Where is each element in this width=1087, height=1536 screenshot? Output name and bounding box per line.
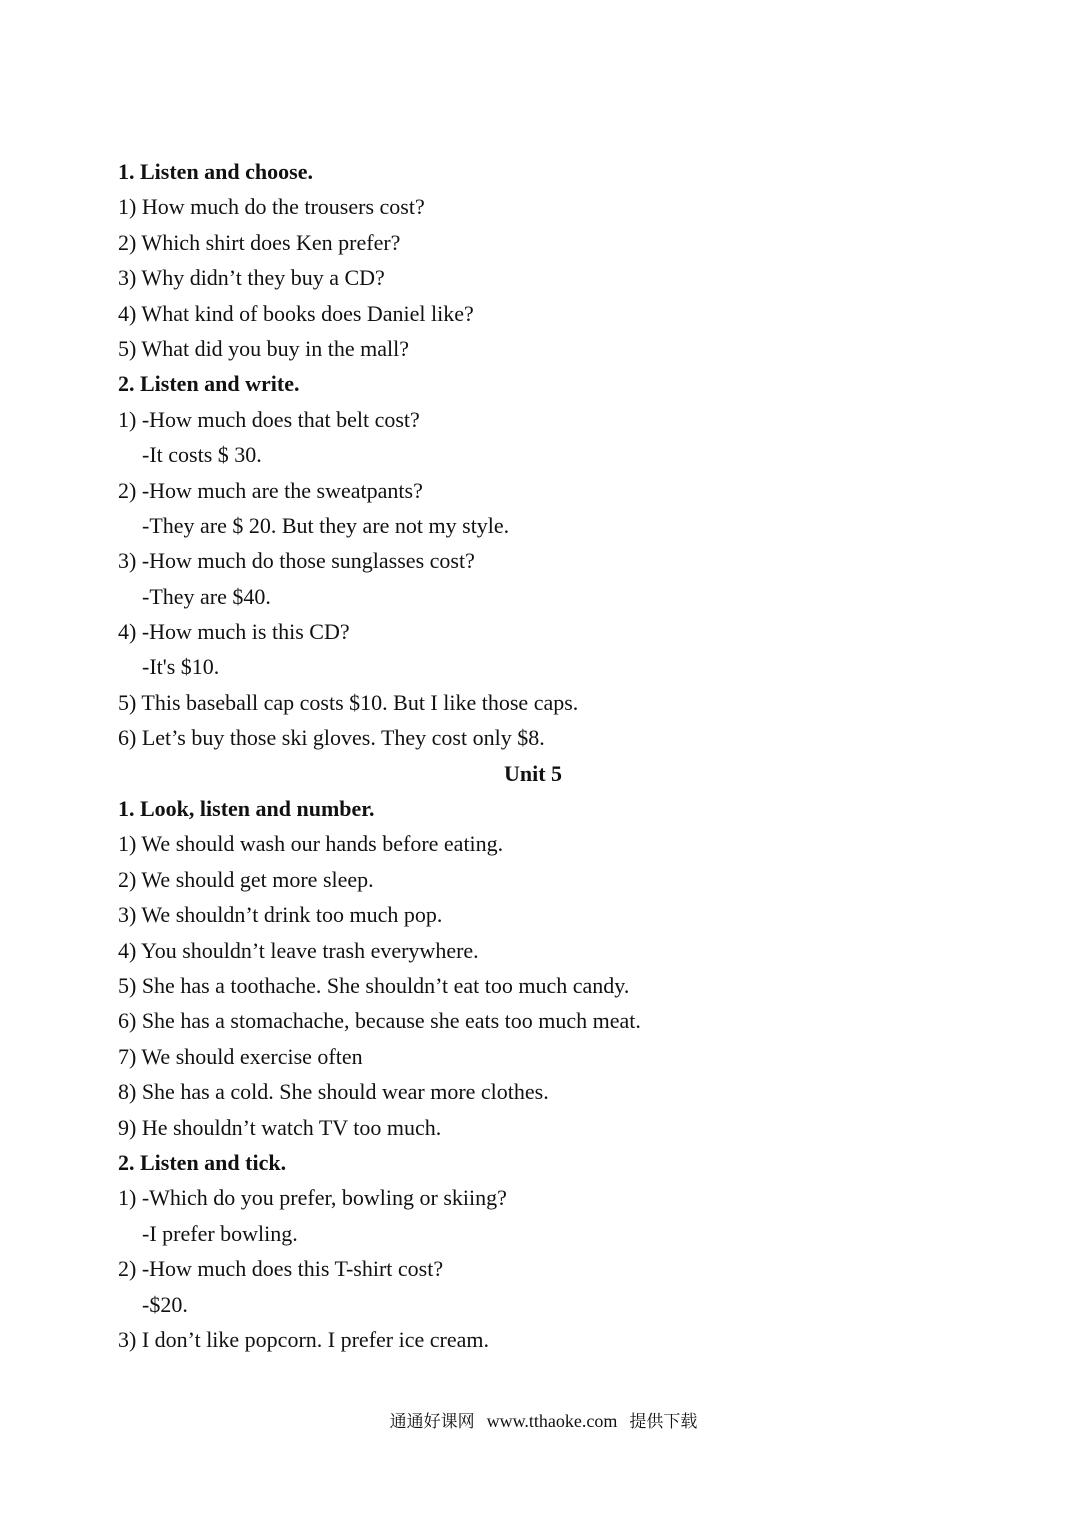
answer-line: -$20. [142,1291,188,1317]
answer-line: -It costs $ 30. [142,442,262,468]
section-heading: 1. Look, listen and number. [118,796,375,822]
answer-line: -They are $ 20. But they are not my style. [142,512,510,538]
section-heading: 2. Listen and tick. [118,1149,287,1175]
question-item: 1) We should wash our hands before eating. [118,831,504,857]
question-item: 5) This baseball cap costs $10. But I like those caps. [118,689,579,715]
section-heading: 1. Listen and choose. [118,159,313,184]
answer-line: -They are $40. [142,583,271,609]
question-item: 3) -How much do those sunglasses cost? [118,548,475,574]
question-item: 1) -Which do you prefer, bowling or skiing? [118,1185,507,1211]
question-item: 8) She has a cold. She should wear more clothes. [118,1079,549,1105]
question-item: 1) -How much does that belt cost? [118,406,420,432]
question-item: 9) He shouldn’t watch TV too much. [118,1114,442,1140]
question-item: 6) Let’s buy those ski gloves. They cost only $8. [118,725,545,751]
question-item: 4) You shouldn’t leave trash everywhere. [118,937,479,963]
question-item: 2) We should get more sleep. [118,866,374,892]
question-item: 4) What kind of books does Daniel like? [118,300,474,326]
question-item: 3) We shouldn’t drink too much pop. [118,902,443,928]
unit-title: Unit 5 [503,760,563,786]
section-heading: 2. Listen and write. [118,371,300,397]
question-item: 5) She has a toothache. She shouldn’t eat too much candy. [118,972,630,998]
question-item: 5) What did you buy in the mall? [118,335,410,361]
page-footer [0,1407,1087,1432]
question-item: 3) I don’t like popcorn. I prefer ice cream. [118,1326,489,1352]
answer-line: -I prefer bowling. [142,1220,298,1246]
question-item: 1) How much do the trousers cost? [118,194,425,220]
question-item: 3) Why didn’t they buy a CD? [118,265,385,291]
answer-line: -It's $10. [142,654,220,680]
footer-url: www.tthaoke.com [486,1411,618,1431]
question-item: 2) Which shirt does Ken prefer? [118,229,401,255]
footer-site-name: 通通好课网 [389,1412,475,1432]
footer-note: 提供下载 [629,1412,698,1432]
question-item: 4) -How much is this CD? [118,619,350,645]
document-body [118,154,978,1357]
question-item: 2) -How much does this T-shirt cost? [118,1256,444,1282]
question-item: 6) She has a stomachache, because she eats too much meat. [118,1008,641,1034]
question-item: 7) We should exercise often [118,1043,363,1069]
question-item: 2) -How much are the sweatpants? [118,477,423,503]
